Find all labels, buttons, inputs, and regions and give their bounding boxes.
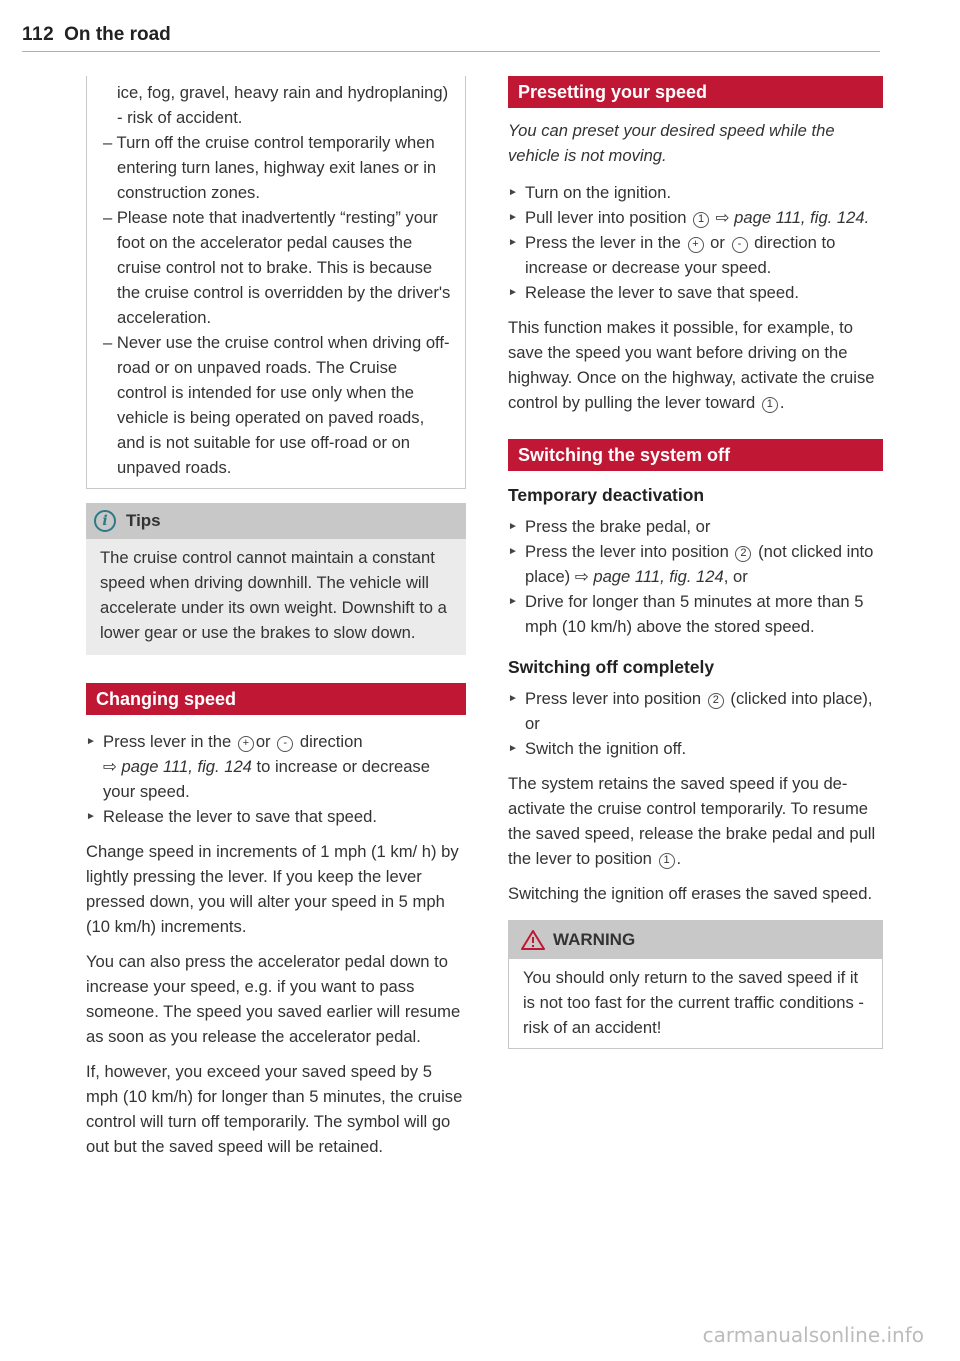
warning-title: WARNING — [553, 930, 636, 949]
plus-symbol: + — [688, 237, 704, 253]
or-text: or — [710, 233, 725, 252]
list-item: ► Switch the ignition off. — [508, 736, 883, 761]
minus-symbol: - — [277, 736, 293, 752]
step-text: direction — [299, 732, 363, 751]
step-text: (clicked into place), or — [525, 689, 873, 733]
position-2-symbol: 2 — [708, 693, 724, 709]
warning-item: – Never use the cruise control when driving off-road or on unpaved roads. The Cruise control is intended for use only when the vehicle is being operated on paved roads, and is not suitable for use off-road or on unpaved roads. — [103, 330, 451, 480]
left-column — [86, 76, 466, 1159]
paragraph-text: The system retains the saved speed if you deactivate the cruise control temporarily. To resume the saved speed, release the brake pedal and pull the lever to position — [508, 774, 876, 868]
section-title: On the road — [64, 24, 171, 45]
paragraph: If, however, you exceed your saved speed by 5 mph (10 km/h) for longer than 5 minutes, the cruise control will turn off temporarily. The symbol will go out but the saved speed will be retained. — [86, 1062, 463, 1156]
position-1-symbol: 1 — [693, 212, 709, 228]
period: . — [676, 849, 682, 868]
tips-header — [86, 503, 466, 539]
warning-continuation-box — [86, 76, 466, 489]
step-text: Pull lever into position — [525, 208, 687, 227]
page-reference-link[interactable]: ⇨ page 111, fig. 124 — [574, 567, 724, 586]
position-2-symbol: 2 — [735, 546, 751, 562]
temporary-deactivation-heading: Temporary deactivation — [508, 485, 705, 505]
position-1-symbol: 1 — [659, 853, 675, 869]
step-text: Press lever in the — [103, 732, 232, 751]
warning-continuation-text: ice, fog, gravel, heavy rain and hydroplaning) - risk of accident. — [117, 83, 449, 127]
switching-off-heading: Switching the system off — [508, 439, 883, 471]
step-text: to increase or decrease your speed. — [103, 757, 430, 801]
tips-text: The cruise control cannot maintain a constant speed when driving downhill. The vehicle will accelerate under its own weight. Downshift to a lower gear or use the brakes to slow down. — [100, 548, 447, 642]
warning-triangle-icon — [521, 930, 545, 950]
position-1-symbol: 1 — [762, 397, 778, 413]
complete-steps — [508, 686, 883, 761]
warning-body — [509, 959, 882, 1048]
changing-speed-heading: Changing speed — [86, 683, 466, 715]
presetting-intro: You can preset your desired speed while the vehicle is not moving. — [508, 121, 835, 165]
step-text: , or — [723, 567, 748, 586]
period: . — [779, 393, 785, 412]
presetting-steps — [508, 180, 883, 305]
paragraph: Change speed in increments of 1 mph (1 km/ h) by lightly pressing the lever. If you keep the lever pressed down, you will alter your speed in 5 mph (10 km/h) increments. — [86, 842, 459, 936]
list-item: ► Release the lever to save that speed. — [86, 804, 466, 829]
tips-title: Tips — [126, 511, 161, 530]
page-reference-link[interactable]: ⇨ page 111, fig. 124. — [715, 208, 870, 227]
step-text: Press the lever in the — [525, 233, 681, 252]
warning-box — [508, 920, 883, 1049]
step-text: (not clicked into place) — [525, 542, 874, 586]
paragraph — [508, 315, 883, 415]
step-text: direction to increase or decrease your speed. — [525, 233, 836, 277]
tips-body — [86, 539, 466, 655]
list-item — [508, 686, 883, 736]
page-header — [22, 24, 880, 52]
temporary-steps — [508, 514, 883, 639]
list-item: ► Turn on the ignition. — [508, 180, 883, 205]
or-text: or — [255, 732, 271, 751]
warning-item: – Please note that inadvertently “resting” your foot on the accelerator pedal causes the cruise control not to brake. This is because the cruise control is overridden by the driver's acceleration. — [103, 205, 451, 330]
warning-item: – Turn off the cruise control temporarily when entering turn lanes, highway exit lanes or in construction zones. — [103, 130, 451, 205]
list-item — [508, 205, 883, 230]
list-item — [508, 230, 883, 280]
warning-text: You should only return to the saved speed if it is not too fast for the current traffic conditions - risk of an accident! — [523, 968, 864, 1037]
step-text: Press lever into position — [525, 689, 702, 708]
warning-header — [509, 921, 882, 959]
page-number: 112 — [22, 24, 55, 45]
list-item — [86, 729, 466, 804]
tips-box — [86, 503, 466, 655]
warning-list — [103, 130, 451, 480]
page-reference-link[interactable]: ⇨ page 111, fig. 124 — [103, 757, 252, 776]
list-item: ► Drive for longer than 5 minutes at more than 5 mph (10 km/h) above the stored speed. — [508, 589, 883, 639]
list-item: ► Release the lever to save that speed. — [508, 280, 883, 305]
right-column — [508, 76, 883, 1049]
presetting-speed-heading: Presetting your speed — [508, 76, 883, 108]
changing-speed-steps — [86, 729, 466, 829]
info-icon: i — [94, 510, 116, 532]
step-text: Press the lever into position — [525, 542, 729, 561]
list-item — [508, 539, 883, 589]
paragraph: Switching the ignition off erases the saved speed. — [508, 884, 873, 903]
watermark: carmanualsonline.info — [702, 1323, 924, 1347]
plus-symbol: + — [238, 736, 254, 752]
paragraph — [508, 771, 883, 871]
paragraph: You can also press the accelerator pedal down to increase your speed, e.g. if you want to pass someone. The speed you saved earlier will resume as soon as you release the accelerator pedal. — [86, 952, 461, 1046]
paragraph-text: This function makes it possible, for example, to save the speed you want before driving on the highway. Once on the highway, activate the cruise control by pulling the lever toward — [508, 318, 875, 412]
switching-off-completely-heading: Switching off completely — [508, 657, 715, 677]
minus-symbol: - — [732, 237, 748, 253]
list-item: ► Press the brake pedal, or — [508, 514, 883, 539]
